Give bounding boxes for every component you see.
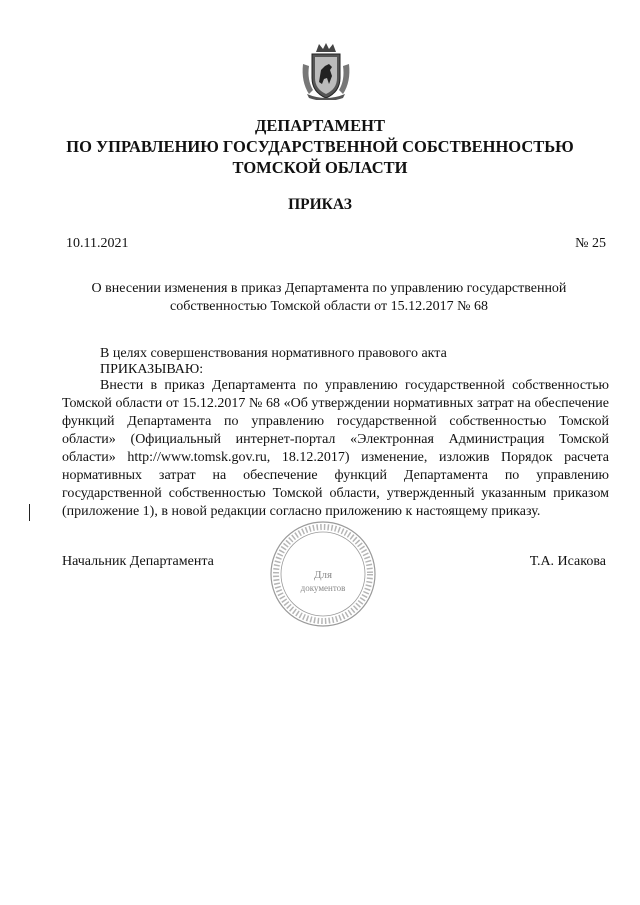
department-name-line2: ПО УПРАВЛЕНИЮ ГОСУДАРСТВЕННОЙ СОБСТВЕННОСТЬЮ — [66, 137, 574, 156]
order-number: № 25 — [575, 236, 606, 251]
intro-paragraph: В целях совершенствования нормативного правового акта — [100, 346, 447, 361]
department-name-line1: ДЕПАРТАМЕНТ — [255, 116, 385, 135]
order-subject: О внесении изменения в приказ Департамента по управлению государственной собственностью Томской области от 15.12.2017 № 68 — [91, 281, 567, 314]
signatory-title: Начальник Департамента — [62, 554, 214, 569]
signatory-name: Т.А. Исакова — [529, 554, 606, 569]
stamp-line1: Для — [313, 569, 333, 581]
stamp-line2: документов — [300, 583, 346, 593]
department-name-line3: ТОМСКОЙ ОБЛАСТИ — [232, 158, 408, 177]
coat-of-arms-icon — [299, 42, 353, 100]
stamp-seal-icon — [269, 520, 377, 628]
order-title: ПРИКАЗ — [288, 196, 352, 213]
margin-mark — [29, 504, 30, 521]
decree-word: ПРИКАЗЫВАЮ: — [100, 362, 204, 377]
body-paragraph: Внести в приказ Департамента по управлению государственной собственностью Томской области от 15.12.2017 № 68 «Об утверждении нормативных затрат на обеспечение функций Департамента по управлению государственной собственностью Томской области» (Официальный интернет-портал «Электронная Администрация Томской области» http://www.tomsk.gov.ru, 18.12.2017) изменение, изложив Порядок расчета нормативных затрат на обеспечение функций Департамента по управлению государственной собственностью Томской области, утвержденный указанным приказом (приложение 1), в новой редакции согласно приложению к настоящему приказу. — [62, 378, 609, 519]
order-date: 10.11.2021 — [66, 236, 129, 251]
